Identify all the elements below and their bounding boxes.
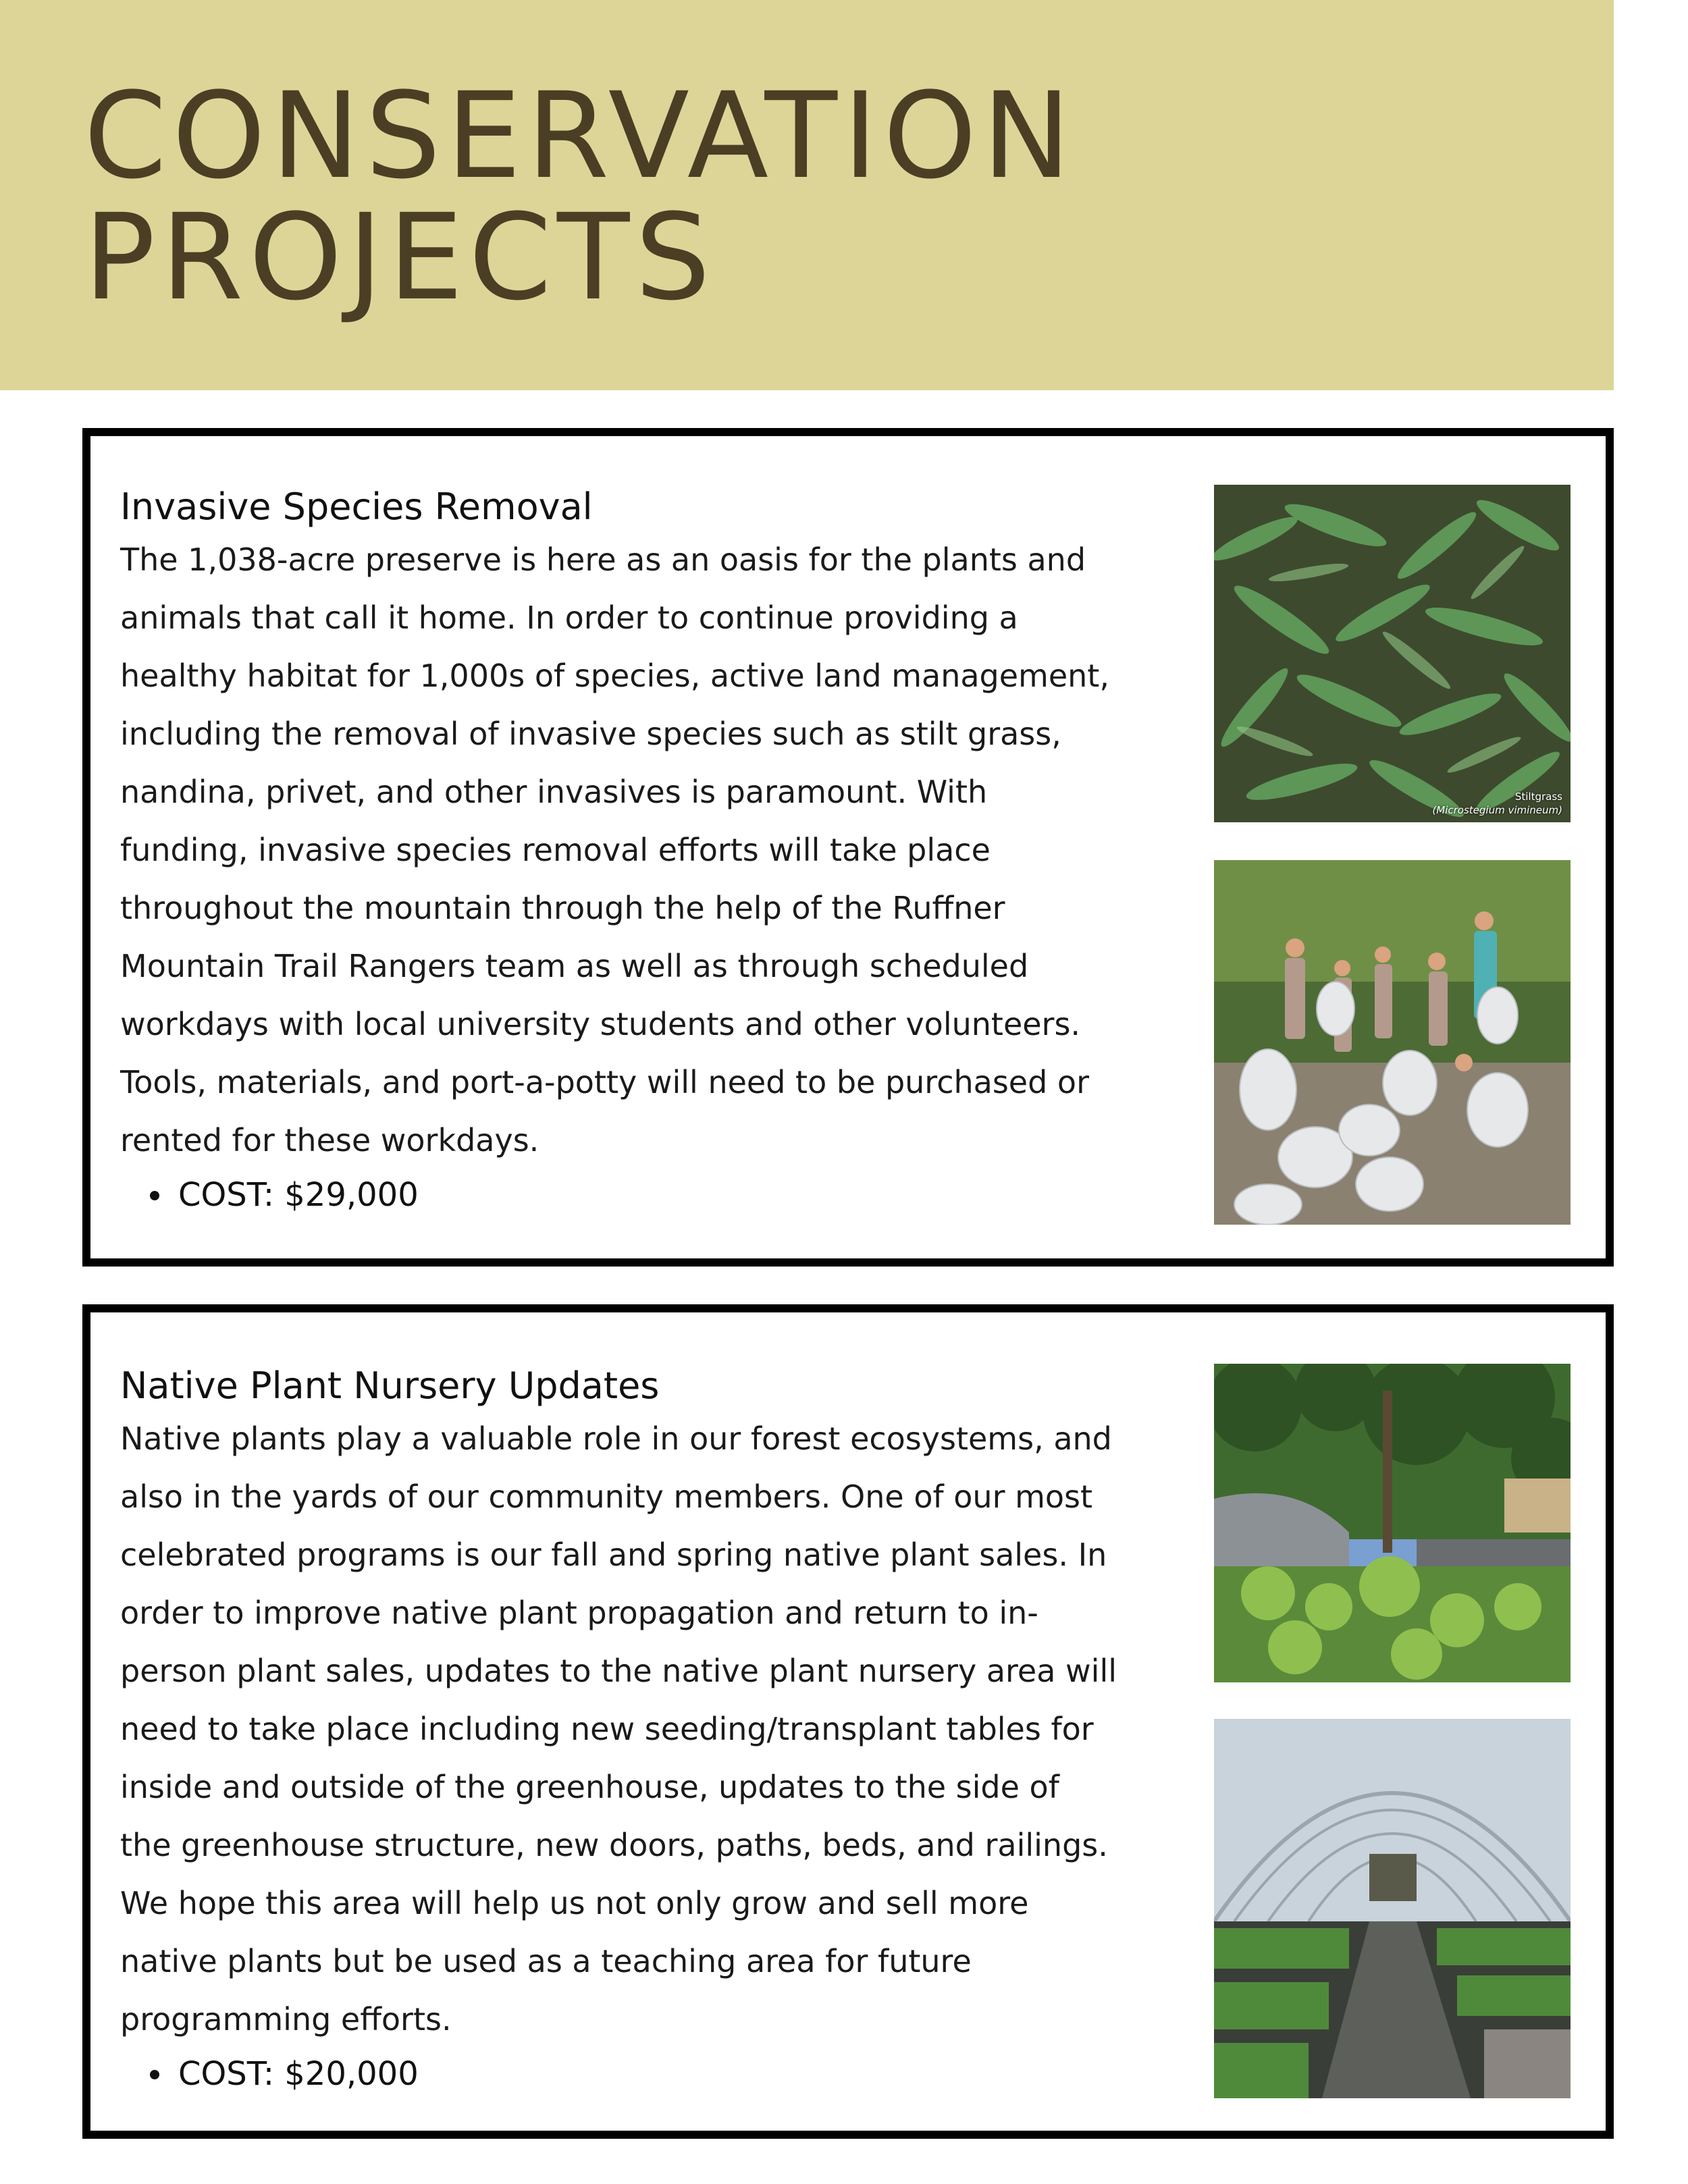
description-line: We hope this area will help us not only grow and sell more — [120, 1885, 1029, 1921]
description-line: need to take place including new seeding/transplant tables for — [120, 1711, 1094, 1747]
description-line: nandina, privet, and other invasives is paramount. With — [120, 774, 988, 810]
description-line: healthy habitat for 1,000s of species, active land management, — [120, 658, 1109, 694]
project-description — [120, 1410, 1255, 2048]
description-line: order to improve native plant propagation and return to in- — [120, 1595, 1038, 1631]
description-line: animals that call it home. In order to continue providing a — [120, 600, 1018, 636]
page-title-line: CONSERVATION — [84, 67, 1077, 205]
description-line: person plant sales, updates to the native plant nursery area will — [120, 1653, 1117, 1689]
description-line: celebrated programs is our fall and spring native plant sales. In — [120, 1537, 1107, 1573]
description-line: including the removal of invasive species such as stilt grass, — [120, 716, 1061, 752]
greenhouse-photo — [1214, 1719, 1571, 2098]
description-line: native plants but be used as a teaching area for future — [120, 1943, 972, 1979]
description-line: Mountain Trail Rangers team as well as through scheduled — [120, 948, 1029, 984]
project-title: Native Plant Nursery Updates — [120, 1364, 660, 1407]
cost-item: COST: $20,000 — [150, 2048, 1255, 2100]
description-line: programming efforts. — [120, 2001, 452, 2037]
project-card-invasive-species — [82, 428, 1614, 1267]
caption-scientific-name: (Microstegium vimineum) — [1432, 804, 1562, 816]
greenhouse-image — [1214, 1719, 1571, 2098]
stiltgrass-photo — [1214, 485, 1571, 822]
project-title: Invasive Species Removal — [120, 485, 593, 528]
nursery-yard-image — [1214, 1364, 1571, 1682]
description-line: funding, invasive species removal efforts will take place — [120, 832, 991, 868]
photo-caption — [1432, 790, 1562, 817]
volunteers-image — [1214, 860, 1571, 1225]
stiltgrass-image — [1214, 485, 1571, 822]
volunteers-photo — [1214, 860, 1571, 1225]
description-line: also in the yards of our community members. One of our most — [120, 1479, 1093, 1515]
description-line: workdays with local university students and other volunteers. — [120, 1006, 1081, 1042]
page-title-line: PROJECTS — [84, 188, 716, 327]
description-line: The 1,038-acre preserve is here as an oasis for the plants and — [120, 541, 1086, 578]
cost-list — [120, 2048, 1255, 2100]
project-card-native-plant-nursery — [82, 1304, 1614, 2139]
description-line: throughout the mountain through the help of the Ruffner — [120, 890, 1005, 926]
description-line: inside and outside of the greenhouse, updates to the side of — [120, 1769, 1059, 1805]
nursery-yard-photo — [1214, 1364, 1571, 1682]
description-line: the greenhouse structure, new doors, paths, beds, and railings. — [120, 1827, 1108, 1863]
description-line: Tools, materials, and port-a-potty will need to be purchased or — [120, 1064, 1089, 1100]
description-line: rented for these workdays. — [120, 1122, 539, 1158]
cost-item: COST: $29,000 — [150, 1169, 1255, 1221]
project-description — [120, 531, 1255, 1169]
page-title — [84, 67, 1077, 327]
caption-common-name: Stiltgrass — [1514, 791, 1562, 803]
cost-list — [120, 1169, 1255, 1221]
project-text — [120, 1362, 1255, 2100]
project-text — [120, 483, 1255, 1221]
description-line: Native plants play a valuable role in our forest ecosystems, and — [120, 1420, 1112, 1457]
